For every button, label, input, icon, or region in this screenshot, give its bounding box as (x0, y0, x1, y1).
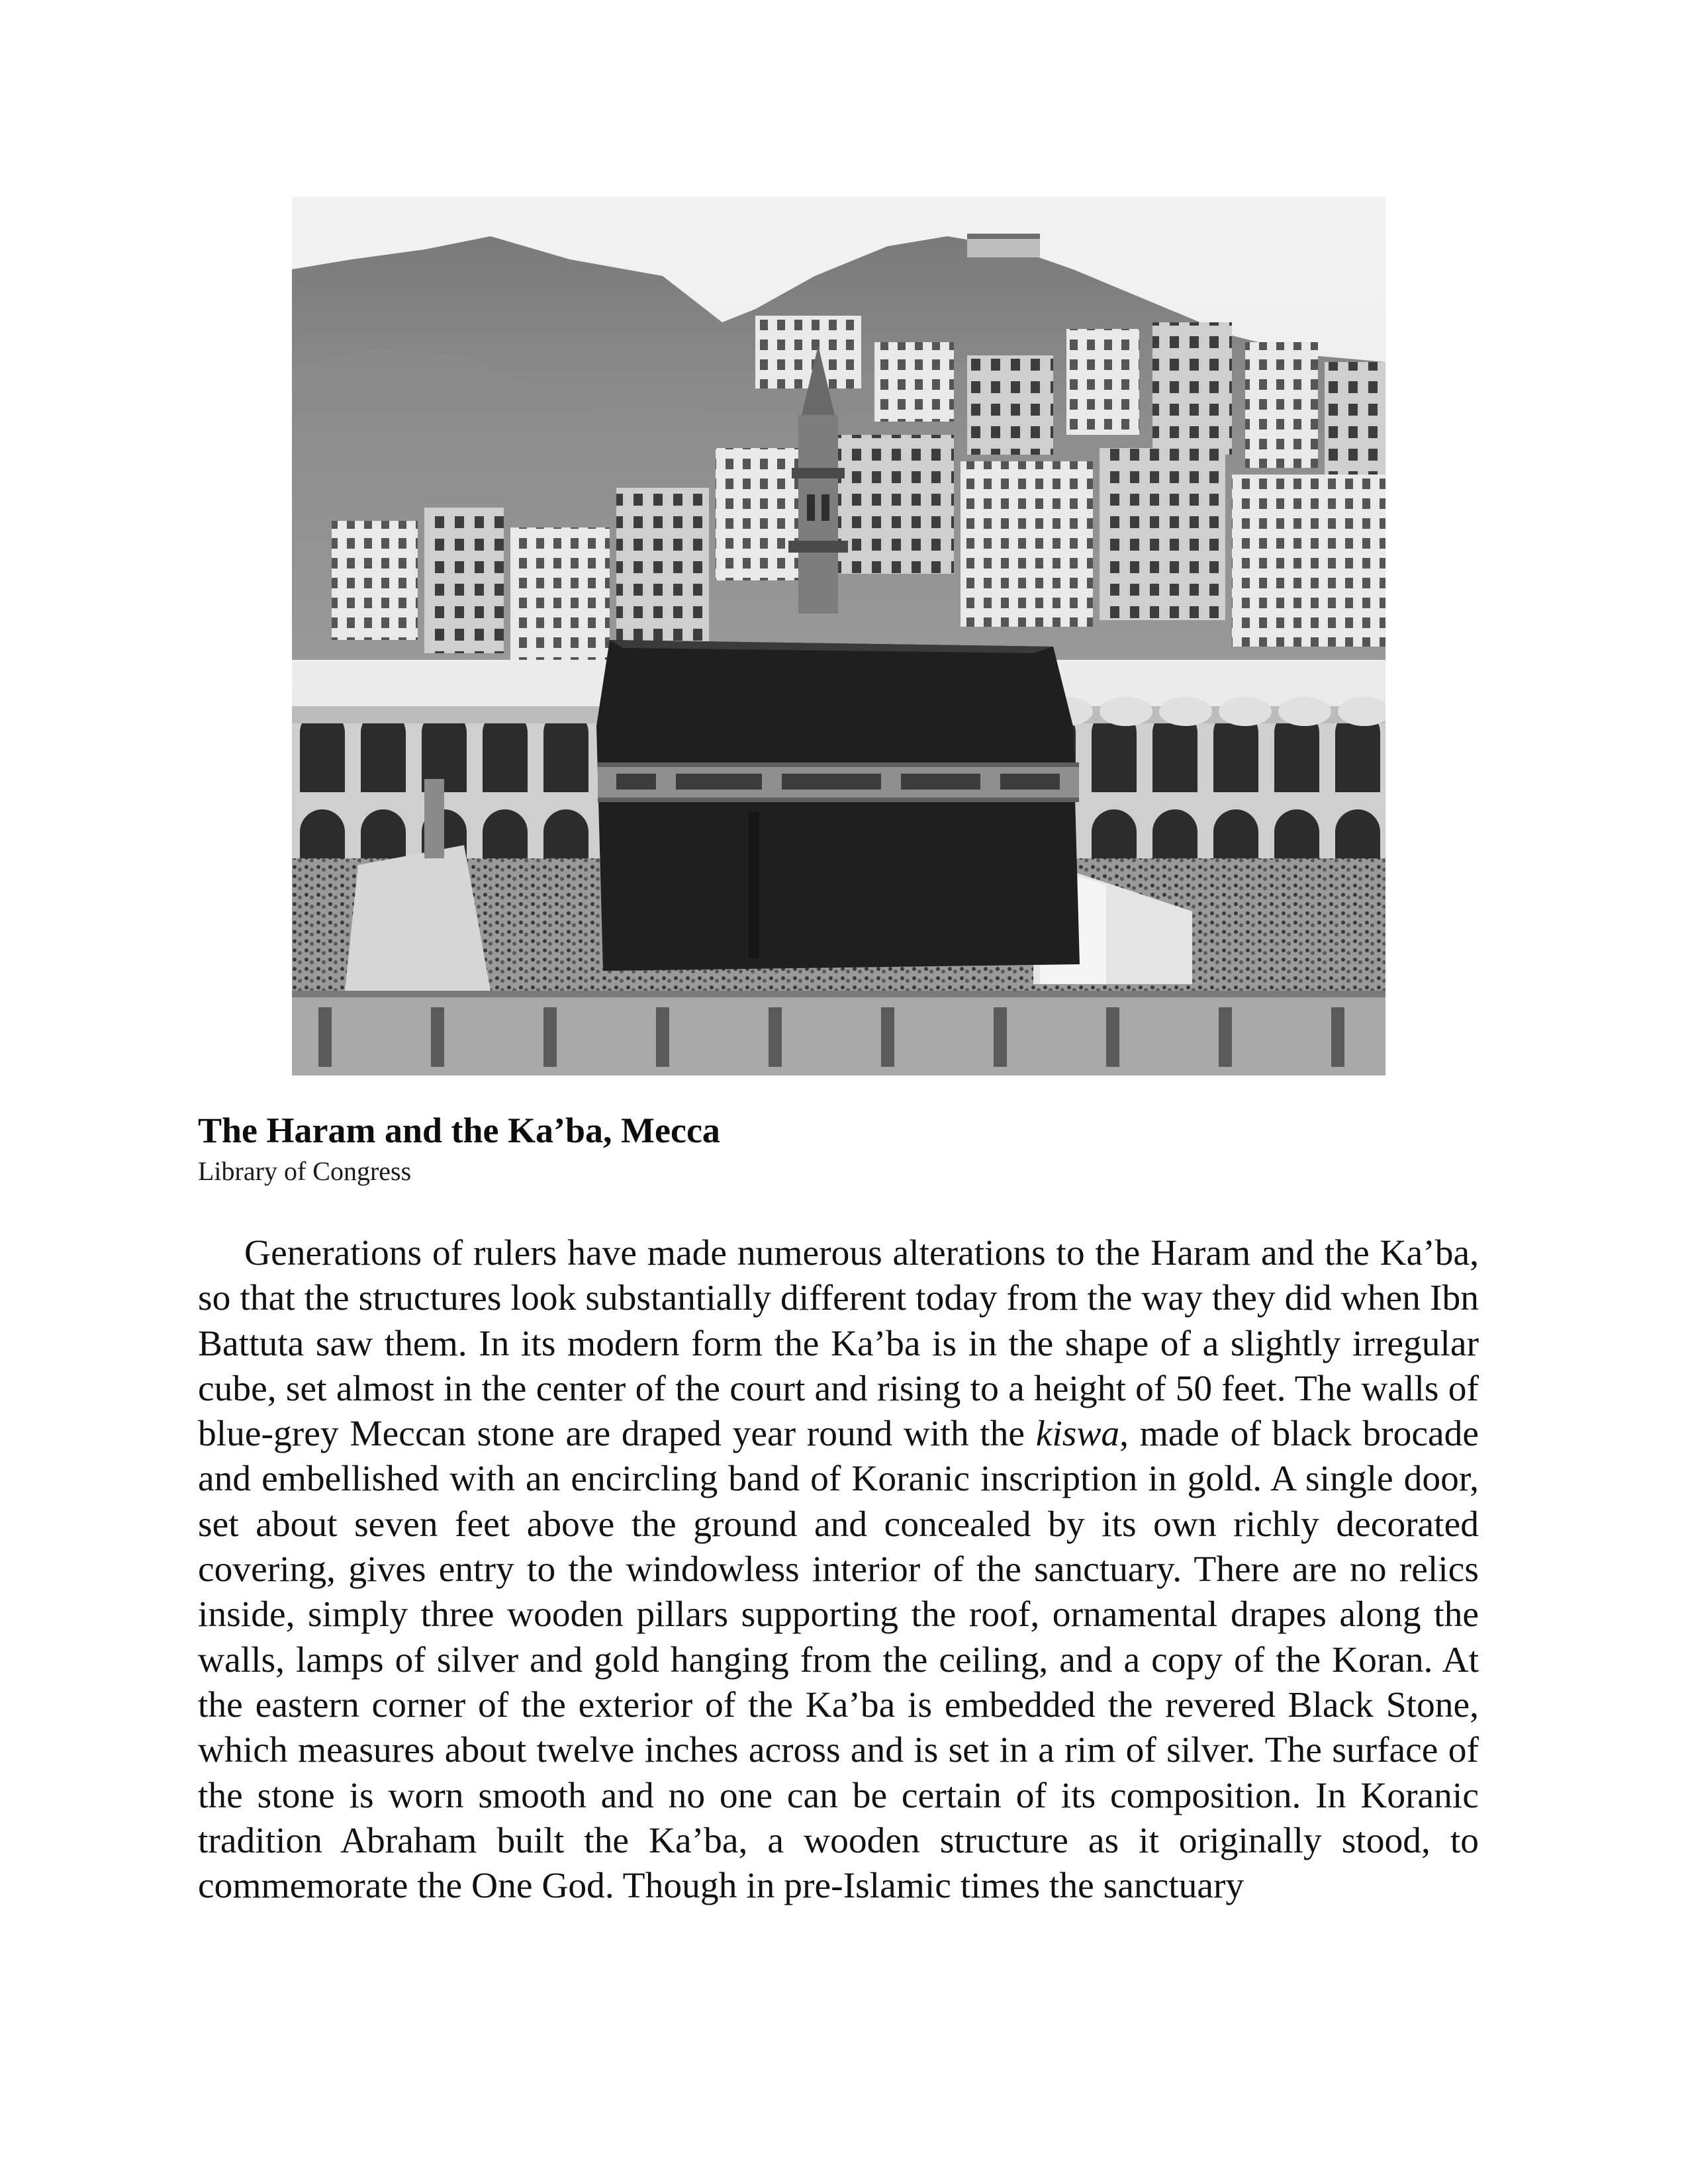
kaaba-photograph (292, 197, 1385, 1075)
photograph-illustration (292, 197, 1385, 1075)
figure-caption-source: Library of Congress (198, 1156, 412, 1186)
kiswa-term: kiswa (1035, 1414, 1120, 1455)
paragraph-lead-text: Generations of rulers have made numerous alterations to the Haram and the Ka’ba, so that the structures look substantially different today from the way they did when Ibn Battuta saw them. In its modern form the Ka’ba is in the shape of a slightly irregular cube, set almost in the center of the court and rising to a height of 50 feet. The walls of blue-grey Meccan stone are draped year round with the (198, 1233, 1479, 1455)
figure-caption-title: The Haram and the Ka’ba, Mecca (198, 1111, 720, 1150)
paragraph-rest-text: , made of black brocade and embellished with an encircling band of Koranic inscription in gold. A single door, set about seven feet above the ground and concealed by its own richly decorated covering, gives entry to the windowless interior of the sanctuary. There are no relics inside, simply three wooden pillars supporting the roof, ornamental drapes along the walls, lamps of silver and gold hanging from the ceiling, and a copy of the Koran. At the eastern corner of the exterior of the Ka’ba is embedded the revered Black Stone, which measures about twelve inches across and is set in a rim of silver. The surface of the stone is worn smooth and no one can be certain of its composition. In Koranic tradition Abraham built the Ka’ba, a wooden structure as it originally stood, to commemorate the One God. Though in pre-Islamic times the sanctuary (198, 1414, 1479, 1907)
body-text (198, 1231, 1479, 1909)
body-paragraph (198, 1231, 1479, 1909)
